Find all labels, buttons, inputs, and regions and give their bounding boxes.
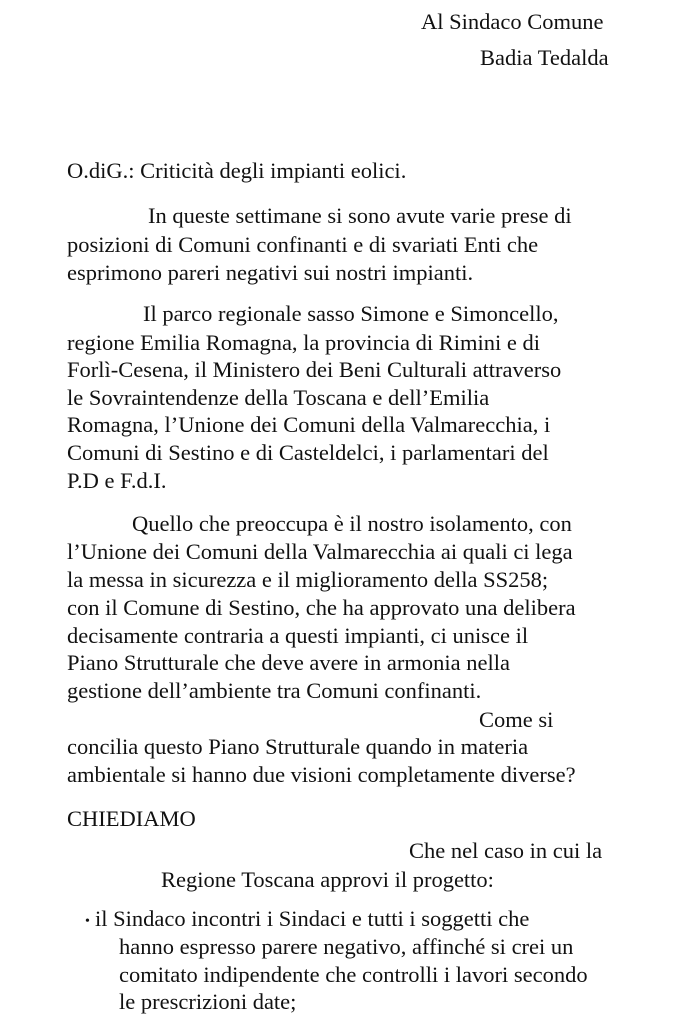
bullet-item-line: comitato indipendente che controlli i lavori secondo bbox=[119, 962, 588, 987]
paragraph-2-line: Il parco regionale sasso Simone e Simoncello, bbox=[143, 301, 559, 326]
paragraph-1-line: esprimono pareri negativi sui nostri impianti. bbox=[67, 260, 474, 285]
paragraph-2-line: Comuni di Sestino e di Casteldelci, i parlamentari del bbox=[67, 440, 549, 465]
request-intro-line: Che nel caso in cui la bbox=[409, 838, 603, 863]
paragraph-4-line: Come si bbox=[479, 707, 554, 732]
bullet-dot-icon: • bbox=[85, 914, 90, 929]
paragraph-3-line: decisamente contraria a questi impianti, ci unisce il bbox=[67, 623, 529, 648]
paragraph-4-line: concilia questo Piano Strutturale quando in materia bbox=[67, 734, 529, 759]
paragraph-4-line: ambientale si hanno due visioni completamente diverse? bbox=[67, 762, 576, 787]
paragraph-3-line: la messa in sicurezza e il miglioramento della SS258; bbox=[67, 567, 549, 592]
paragraph-2-line: le Sovraintendenze della Toscana e dell’Emilia bbox=[67, 385, 490, 410]
paragraph-2-line: Romagna, l’Unione dei Comuni della Valmarecchia, i bbox=[67, 412, 551, 437]
request-intro-line: Regione Toscana approvi il progetto: bbox=[161, 867, 494, 892]
address-line-1: Al Sindaco Comune bbox=[421, 9, 604, 34]
paragraph-3-line: Quello che preoccupa è il nostro isolamento, con bbox=[132, 511, 572, 536]
paragraph-3-line: gestione dell’ambiente tra Comuni confinanti. bbox=[67, 678, 482, 703]
request-heading: CHIEDIAMO bbox=[67, 806, 196, 831]
paragraph-2-line: P.D e F.d.I. bbox=[67, 468, 167, 493]
bullet-item-line: hanno espresso parere negativo, affinché si crei un bbox=[119, 934, 574, 959]
paragraph-3-line: Piano Strutturale che deve avere in armonia nella bbox=[67, 650, 510, 675]
paragraph-2-line: Forlì-Cesena, il Ministero dei Beni Culturali attraverso bbox=[67, 357, 562, 382]
bullet-item-line: le prescrizioni date; bbox=[119, 989, 297, 1014]
paragraph-3-line: con il Comune di Sestino, che ha approvato una delibera bbox=[67, 595, 576, 620]
paragraph-1-line: In queste settimane si sono avute varie prese di bbox=[148, 203, 572, 228]
paragraph-2-line: regione Emilia Romagna, la provincia di Rimini e di bbox=[67, 330, 541, 355]
paragraph-1-line: posizioni di Comuni confinanti e di svariati Enti che bbox=[67, 232, 539, 257]
bullet-item-line: il Sindaco incontri i Sindaci e tutti i soggetti che bbox=[95, 906, 530, 931]
paragraph-3-line: l’Unione dei Comuni della Valmarecchia ai quali ci lega bbox=[67, 539, 573, 564]
address-line-2: Badia Tedalda bbox=[480, 45, 609, 70]
subject-line: O.diG.: Criticità degli impianti eolici. bbox=[67, 158, 407, 183]
